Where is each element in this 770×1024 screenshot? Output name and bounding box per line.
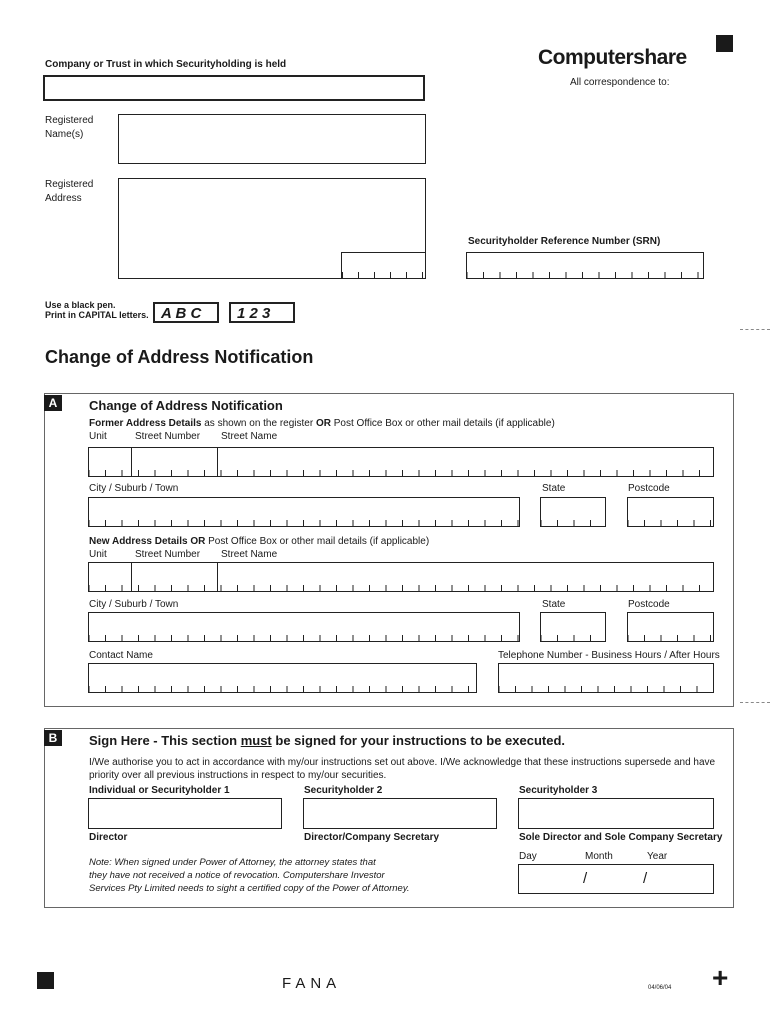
former-or: OR [315, 418, 331, 429]
unit-label: Unit [89, 431, 107, 442]
computershare-logo: Computershare [538, 46, 687, 69]
pen-instruction-2: Print in CAPITAL letters. [45, 310, 149, 320]
new-city-field[interactable] [88, 612, 520, 642]
sole-director-label: Sole Director and Sole Company Secretary [519, 832, 723, 843]
sample-letters: A B C [161, 305, 202, 322]
registered-names-field[interactable] [118, 114, 426, 164]
section-a-title: Change of Address Notification [89, 398, 283, 413]
holder2-label: Securityholder 2 [304, 785, 383, 796]
registered-postcode-field[interactable] [341, 252, 426, 279]
month-label: Month [585, 851, 613, 862]
new-unit-label: Unit [89, 549, 107, 560]
holder1-label: Individual or Securityholder 1 [89, 785, 230, 796]
holder1-signature[interactable] [88, 798, 282, 829]
form-code: FANA [282, 975, 342, 992]
contact-name-label: Contact Name [89, 650, 153, 661]
sample-digits: 1 2 3 [237, 305, 271, 322]
fold-mark-2 [740, 702, 770, 703]
authorise-text: I/We authorise you to act in accordance with my/our instructions set out above. I/We acknowledge that these instructions supersede and have [89, 757, 716, 768]
poa-note-3: Services Pty Limited needs to sight a certified copy of the Power of Attorney. [89, 883, 410, 894]
registered-address-label: Registered Address [45, 179, 94, 204]
section-b-title-post: be signed for your instructions to be executed. [271, 733, 566, 748]
section-b-title [89, 733, 565, 748]
registration-mark-bottom-left [37, 972, 54, 989]
sample-letters-box [153, 302, 219, 323]
former-state-field[interactable] [540, 497, 606, 527]
former-city-field[interactable] [88, 497, 520, 527]
date-slash-1: / [583, 870, 588, 887]
correspondence-label: All correspondence to: [570, 77, 670, 88]
telephone-label: Telephone Number - Business Hours / After Hours [498, 650, 720, 661]
company-field[interactable] [43, 75, 425, 101]
new-street-number-label: Street Number [135, 549, 201, 560]
former-postcode-field[interactable] [627, 497, 714, 527]
registration-mark-top-right [716, 35, 733, 52]
company-label: Company or Trust in which Securityholding is held [45, 59, 287, 70]
date-slash-2: / [643, 870, 648, 887]
new-street-name-label: Street Name [221, 549, 278, 560]
former-street-field[interactable] [88, 447, 714, 477]
holder3-signature[interactable] [518, 798, 714, 829]
new-address-tail: Post Office Box or other mail details (if applicable) [205, 536, 430, 547]
page-title: Change of Address Notification [45, 347, 314, 367]
poa-note-1: Note: When signed under Power of Attorney, the attorney states that [89, 857, 376, 868]
street-number-label: Street Number [135, 431, 201, 442]
director-label: Director [89, 832, 128, 843]
srn-field[interactable] [466, 252, 704, 279]
new-address-bold: New Address Details [89, 536, 188, 547]
section-a-label: A [44, 395, 62, 411]
new-state-label: State [542, 599, 566, 610]
new-postcode-label: Postcode [628, 599, 670, 610]
fold-mark [740, 329, 770, 330]
form-ref: 04/06/04 [648, 985, 672, 991]
section-b-title-pre: Sign Here - This section [89, 733, 241, 748]
new-or: OR [187, 536, 206, 547]
srn-label: Securityholder Reference Number (SRN) [468, 236, 661, 247]
pen-instruction-1: Use a black pen. [45, 300, 116, 310]
former-postcode-label: Postcode [628, 483, 670, 494]
date-field[interactable] [518, 864, 714, 894]
contact-name-field[interactable] [88, 663, 477, 693]
day-label: Day [519, 851, 537, 862]
section-b-title-must: must [240, 733, 272, 748]
former-address-text: as shown on the register [201, 418, 316, 429]
holder2-signature[interactable] [303, 798, 497, 829]
street-name-label: Street Name [221, 431, 278, 442]
new-city-label: City / Suburb / Town [89, 599, 179, 610]
former-city-label: City / Suburb / Town [89, 483, 179, 494]
new-address-heading [89, 536, 429, 547]
former-address-heading [89, 418, 555, 429]
authorise-text-2: priority over all previous instructions in respect to my/our securities. [89, 770, 387, 781]
new-street-field[interactable] [88, 562, 714, 592]
former-address-tail: Post Office Box or other mail details (if applicable) [330, 418, 555, 429]
telephone-field[interactable] [498, 663, 714, 693]
poa-note-2: they have not received a notice of revocation. Computershare Investor [89, 870, 385, 881]
director-secretary-label: Director/Company Secretary [304, 832, 440, 843]
crosshair-mark: + [712, 962, 729, 993]
section-b-label: B [44, 730, 62, 746]
new-state-field[interactable] [540, 612, 606, 642]
sample-digits-box [229, 302, 295, 323]
former-state-label: State [542, 483, 566, 494]
registered-names-label: Registered Name(s) [45, 115, 94, 140]
year-label: Year [647, 851, 668, 862]
former-address-bold: Former Address Details [89, 418, 202, 429]
holder3-label: Securityholder 3 [519, 785, 598, 796]
new-postcode-field[interactable] [627, 612, 714, 642]
